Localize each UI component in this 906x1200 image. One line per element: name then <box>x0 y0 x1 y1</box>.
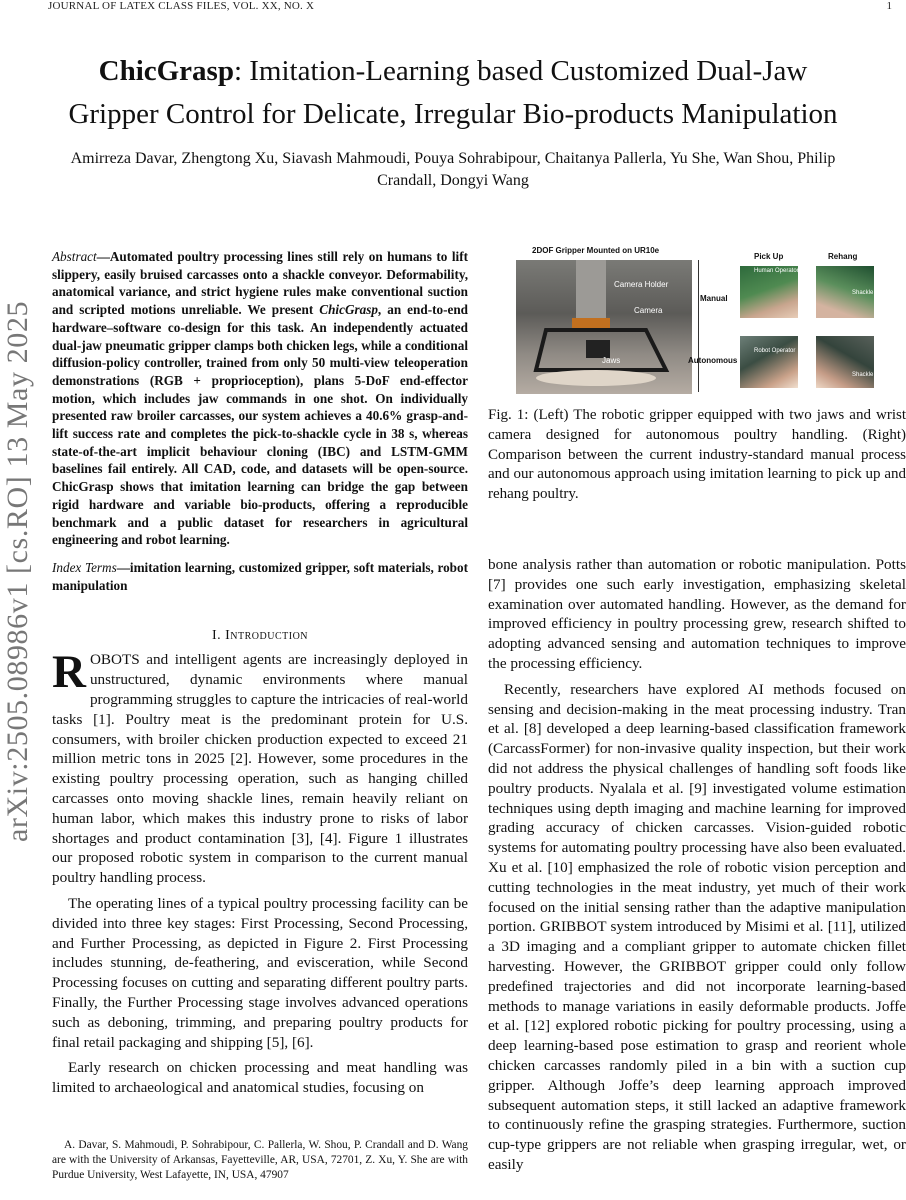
table-shape <box>536 370 656 386</box>
thumb-human-label: Human Operator <box>754 268 799 274</box>
callout-camera-holder: Camera Holder <box>614 280 669 289</box>
figure-left-title: 2DOF Gripper Mounted on UR10e <box>532 246 660 255</box>
figure-1-caption: Fig. 1: (Left) The robotic gripper equipped with two jaws and wrist camera designed for autonomous poultry handling. (Right) Comparison between the current industry-standard manual process and our autonomous approach using imitation learning to pick up and rehang poultry. <box>488 407 906 503</box>
robot-arm-shape <box>576 260 606 320</box>
column-pick-up: Pick Up <box>754 252 784 261</box>
intro-paragraph-3: Early research on chicken processing and meat handling was limited to archaeological and anatomical studies, focusing on <box>52 1059 468 1097</box>
title-rest: : Imitation-Learning based Customized Dual-Jaw Gripper Control for Delicate, Irregular Bio-products Manipulation <box>68 55 838 130</box>
section-heading <box>52 628 468 644</box>
right-paragraph-2: Recently, researchers have explored AI methods focused on sensing and decision-making in the meat processing industry. Tran et al. [8] developed a deep learning-based classification framework (CarcassFormer) for non-invasive quality inspection, but their work did not address the physical challenges of handling soft foods like poultry products. Nyalala et al. [9] investigated volume estimation techniques using depth imaging and machine learning for improved grading accuracy of chicken carcasses. Vision-guided robotic systems for automating poultry processing have also been evaluated. Xu et al. [10] emphasized the role of robotic vision perception and cutting technologies in the meat industry, yet much of their work focused on the initial sensing rather than the adaptive manipulation portion. GRIBBOT system introduced by Misimi et al. [11], utilized a 3D imaging and a compliant gripper to automate chicken fillet harvesting. However, the GRIBBOT gripper could only follow predefined trajectories and did not incorporate learning-based methods to manage variations in easily deformable products. Joffe et al. [12] explored robotic picking for poultry processing, using a deep learning-based pose estimation to grasp and reorient whole chicken carcasses randomly piled in a bin with a suction cup gripper. Although Joffe’s deep learning approach improved subsequent automation steps, it still lacked an adaptive framework to continuously refine the grasping strategies. Furthermore, suction cup-type grippers are not reliable when grasping irregular, wet, or easily <box>488 680 906 1173</box>
thumb-shackle-1-label: Shackle <box>852 290 874 296</box>
intro-paragraph-1 <box>52 646 468 888</box>
intro-paragraph-2: The operating lines of a typical poultry processing facility can be divided into three key stages: First Processing, Second Processing, and Further Processing, as depicted in Figure 2. First Processing includes stunning, de-feathering, and evisceration, while Second Processing focuses on cutting and separating different poultry parts. Finally, the Further Processing stage involves advanced operations such as deboning, trimming, and preparing poultry products for final retail packaging and shipping [5], [6]. <box>52 894 468 1051</box>
page-number: 1 <box>886 0 892 12</box>
drop-cap: R <box>52 646 86 699</box>
title-system-name: ChicGrasp <box>98 55 234 87</box>
row-manual: Manual <box>700 294 728 303</box>
figure-divider <box>698 260 699 392</box>
right-column <box>488 555 906 1175</box>
left-column <box>52 248 468 1098</box>
abstract-label: Abstract <box>52 249 97 264</box>
thumb-shackle-2-label: Shackle <box>852 372 874 378</box>
affiliation-footnote <box>52 1138 468 1184</box>
index-terms-label: Index Terms <box>52 559 117 575</box>
author-list: Amirreza Davar, Zhengtong Xu, Siavash Mahmoudi, Pouya Sohrabipour, Chaitanya Pallerla, Yu She, Wan Shou, Philip Crandall, Dongyi Wang <box>70 150 836 189</box>
intro-p1-text: OBOTS and intelligent agents are increasingly deployed in unstructured, dynamic environments where manual programming struggles to capture the intricacies of real-world tasks [1]. Poultry meat is the predominant protein for U.S. consumers, with broiler chicken production expected to exceed 21 million metric tons in 2025 [2]. However, some procedures in the existing poultry processing operation, such as hanging chilled carcasses onto moving shackle lines, remain heavily reliant on human labor, which makes this industry prone to risks of labor shortages and product contamination [3], [4]. Figure 1 illustrates our proposed robotic system in comparison to the current manual poultry handling process. <box>52 651 468 887</box>
figure-1 <box>512 246 902 394</box>
abstract <box>52 248 468 549</box>
paper-title <box>50 50 856 136</box>
manual-pick-thumbnail <box>740 266 798 318</box>
auto-pick-thumbnail <box>740 336 798 388</box>
abstract-system-name: ChicGrasp <box>319 302 378 318</box>
section-number: I. <box>211 628 222 644</box>
callout-camera: Camera <box>634 306 663 315</box>
column-rehang: Rehang <box>828 252 858 261</box>
abstract-text-a: —Automated poultry processing lines still rely on humans to lift slippery, easily bruised carcasses onto a shackle conveyor. Deformability, anatomical variance, and strict hygiene rules make conventional suction and scripted motions unreliable. We present <box>52 249 468 318</box>
auto-rehang-thumbnail <box>816 336 874 388</box>
footnote-text: A. Davar, S. Mahmoudi, P. Sohrabipour, C. Pallerla, W. Shou, P. Crandall and D. Wang are with the University of Arkansas, Fayetteville, AR, USA, 72701, Z. Xu, Y. She are with Purdue University, West Lafayette, IN, USA, 47907 <box>52 1139 468 1182</box>
arxiv-identifier: arXiv:2505.08986v1 [cs.RO] 13 May 2025 <box>1 300 34 842</box>
gripper-photo <box>516 260 692 394</box>
running-header: JOURNAL OF LATEX CLASS FILES, VOL. XX, NO. X <box>48 0 315 12</box>
flange-shape <box>572 318 610 328</box>
section-title: Introduction <box>225 628 309 644</box>
right-paragraph-1: bone analysis rather than automation or robotic manipulation. Potts [7] provides one such early investigation, emphasizing skeletal examination over automated handling. However, as the demand for improved efficiency in poultry processing grew, research shifted to adopting advanced sensing and automation techniques to improve the processing efficiency. <box>488 556 906 672</box>
callout-jaws: Jaws <box>602 356 621 365</box>
manual-rehang-thumbnail <box>816 266 874 318</box>
index-terms-text: —imitation learning, customized gripper, soft materials, robot manipulation <box>52 559 468 593</box>
index-terms <box>52 559 468 594</box>
thumb-robot-label: Robot Operator <box>754 348 796 354</box>
abstract-text-b: , an end-to-end hardware–software co-design for this task. An independently actuated dual-jaw pneumatic gripper clamps both chicken legs, while a conditional diffusion-policy controller, trained from only 50 multi-view teleoperation demonstrations (RGB + proprioception), plans 5-DoF end-effector motion, which includes jaw commands in one shot. On individually presented raw broiler carcasses, our system achieves a 40.6% grasp-and-lift success rate and completes the pick-to-shackle cycle in 38 s, whereas state-of-the-art implicit behaviour cloning (IBC) and LSTM-GMM baselines fail entirely. All CAD, code, and datasets will be open-source. ChicGrasp shows that imitation learning can bridge the gap between rigid hardware and variable bio-products, offering a reproducible benchmark and a public dataset for researchers in agricultural engineering and robot learning. <box>52 302 468 548</box>
row-autonomous: Autonomous <box>688 356 738 365</box>
